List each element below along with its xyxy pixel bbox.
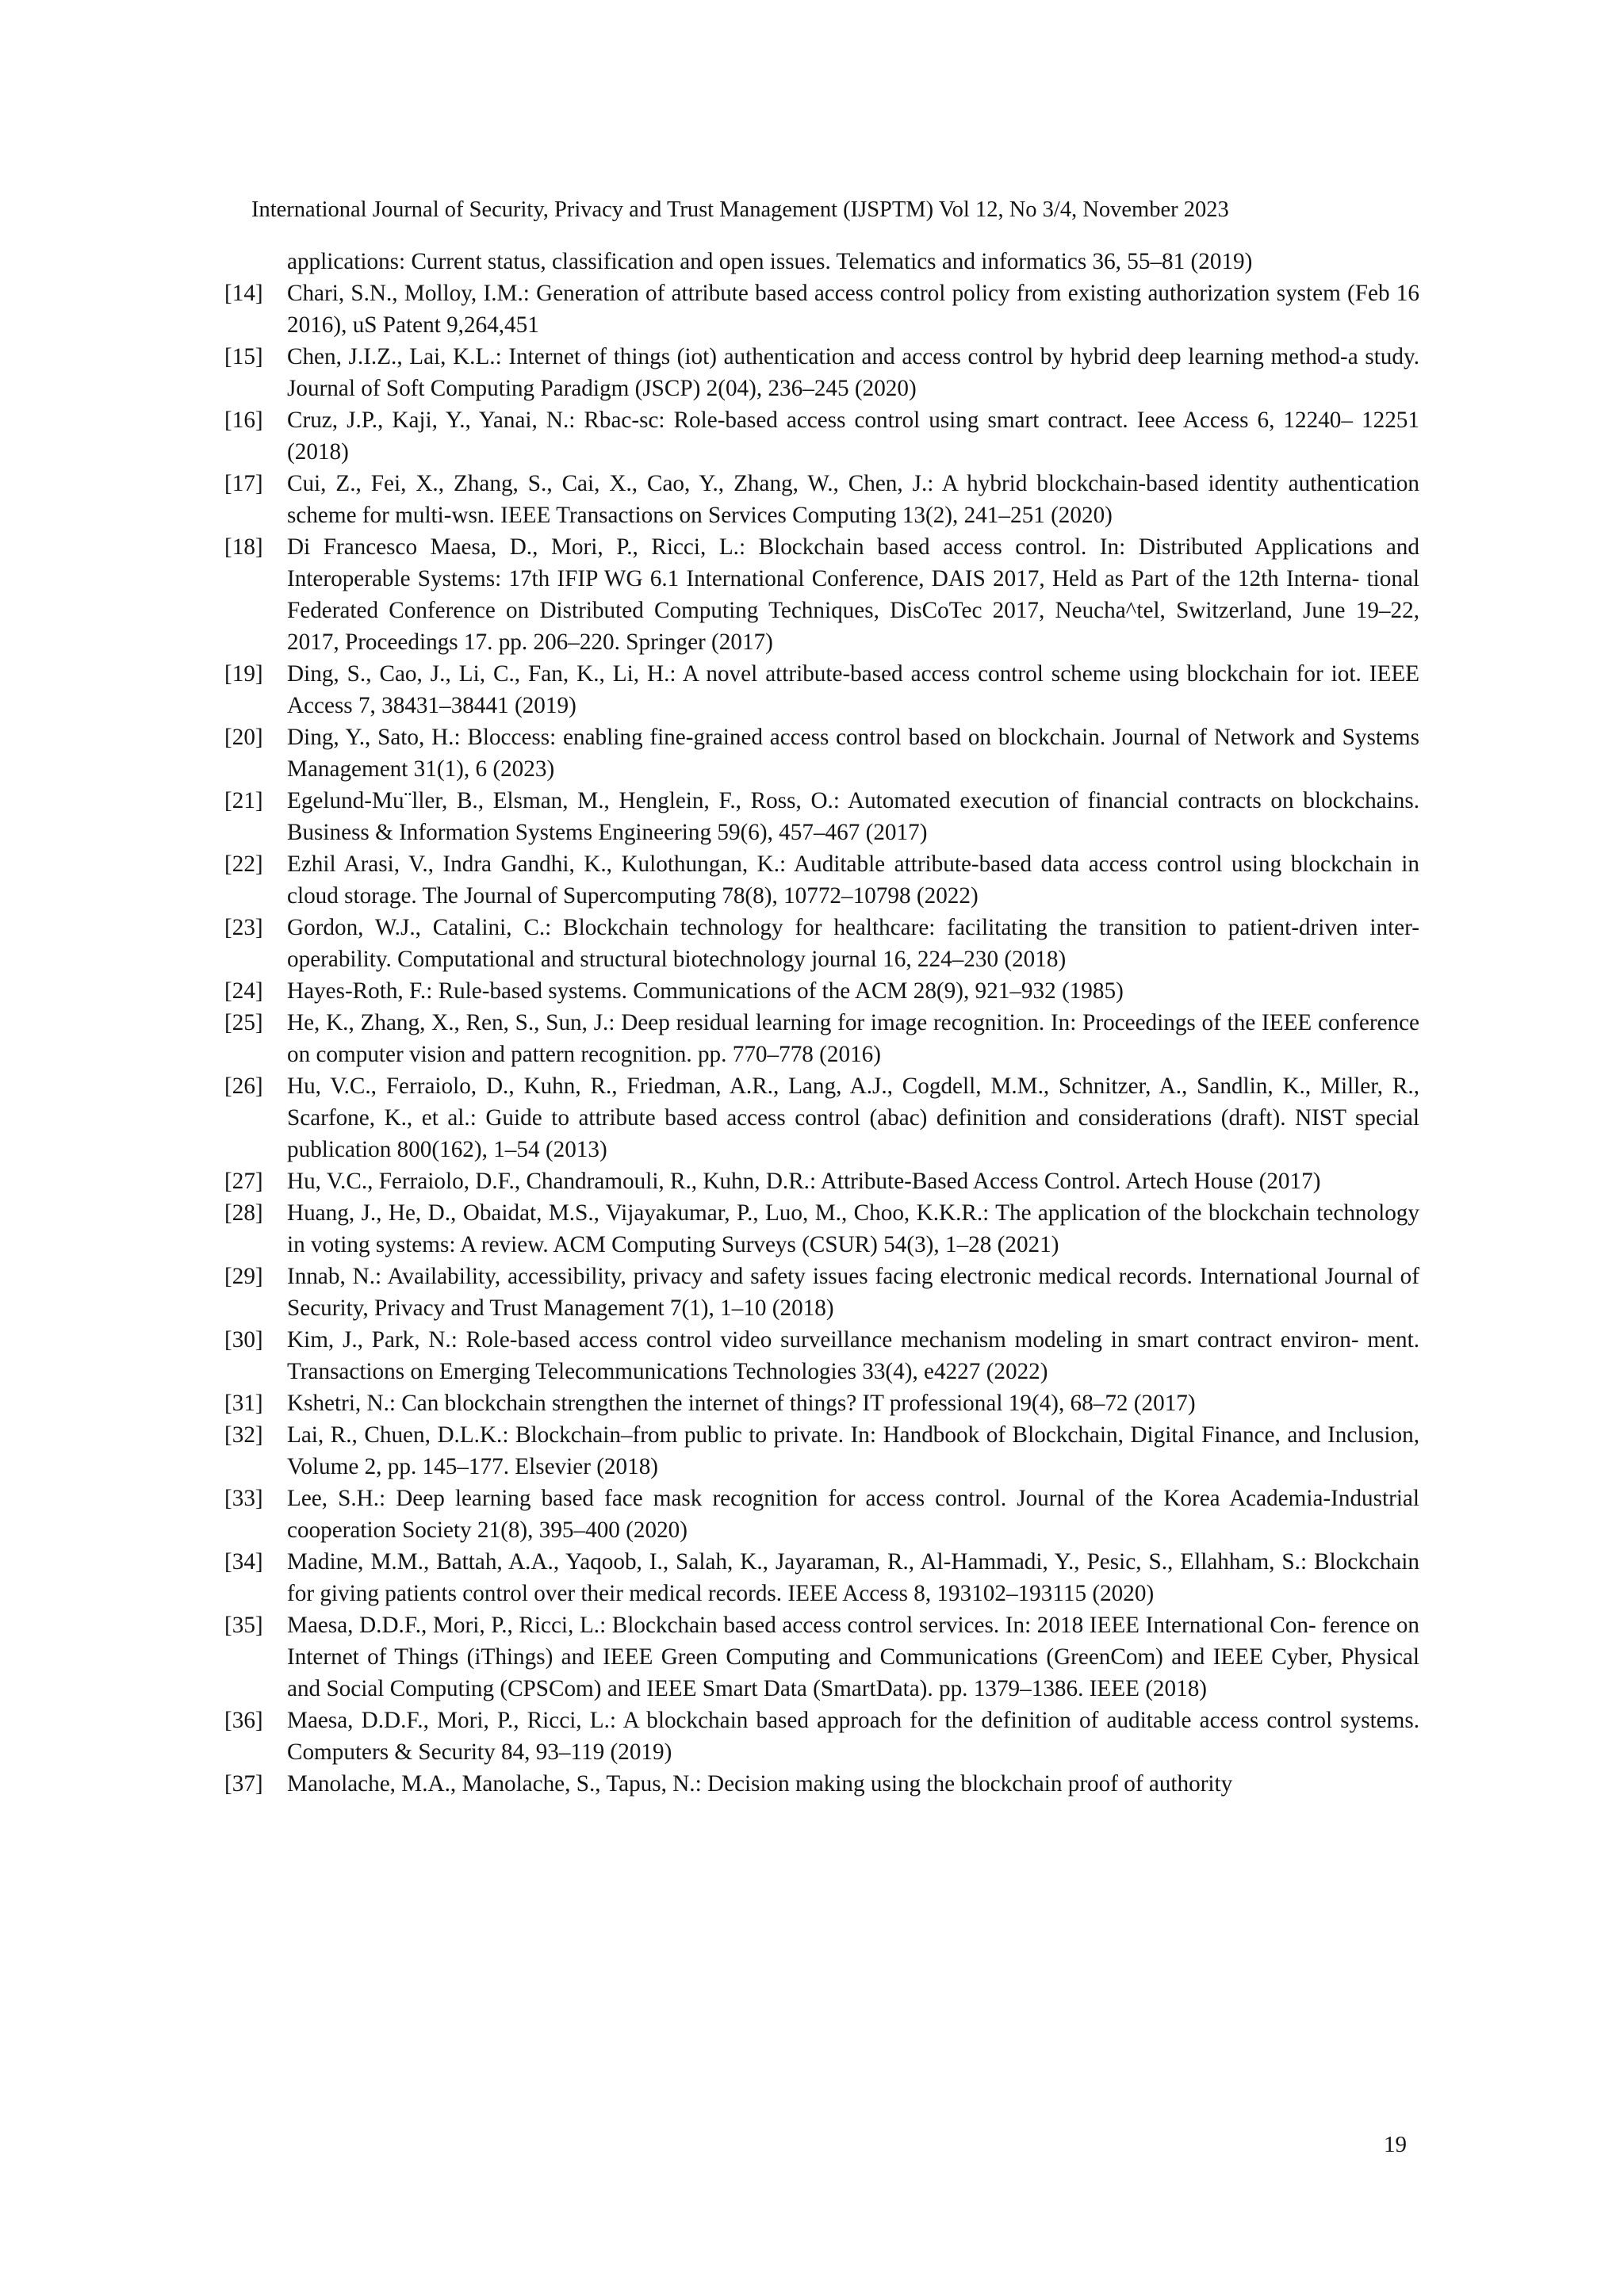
reference-number: [26] [224, 1073, 263, 1099]
reference-text: Egelund-Mu¨ller, B., Elsman, M., Henglein, F., Ross, O.: Automated execution of financial contracts on blockchains. Business & Information Systems Engineering 59(6), 457–467 (2017) [287, 788, 1419, 845]
reference-text: Di Francesco Maesa, D., Mori, P., Ricci, L.: Blockchain based access control. In: Distributed Applications and Interoperable Systems: 17th IFIP WG 6.1 International Conference, DAIS 2017, Held as Part of the 12th Interna- tional Federated Conference on Distributed Computing Techniques, DisCoTec 2017, Neucha^tel, Switzerland, June 19–22, 2017, Proceedings 17. pp. 206–220. Springer (2017) [287, 534, 1419, 655]
reference-number: [32] [224, 1422, 263, 1448]
reference-text: Ding, S., Cao, J., Li, C., Fan, K., Li, H.: A novel attribute-based access control scheme using blockchain for iot. IEEE Access 7, 38431–38441 (2019) [287, 661, 1419, 718]
reference-text: Hayes-Roth, F.: Rule-based systems. Communications of the ACM 28(9), 921–932 (1985) [287, 978, 1124, 1004]
reference-entry [224, 468, 1419, 531]
reference-entry [224, 277, 1419, 341]
reference-text: Lee, S.H.: Deep learning based face mask recognition for access control. Journal of the Korea Academia-Industrial cooperation Society 21(8), 395–400 (2020) [287, 1486, 1419, 1543]
reference-text: Ding, Y., Sato, H.: Bloccess: enabling fine-grained access control based on blockchain. Journal of Network and Systems Management 31(1), 6 (2023) [287, 725, 1419, 782]
reference-entry [224, 1007, 1419, 1070]
reference-entry [224, 1261, 1419, 1324]
reference-entry [224, 1419, 1419, 1483]
reference-entry [224, 1609, 1419, 1705]
reference-text: Ezhil Arasi, V., Indra Gandhi, K., Kulothungan, K.: Auditable attribute-based data access control using blockchain in cloud storage. The Journal of Supercomputing 78(8), 10772–10798 (2022) [287, 851, 1419, 909]
reference-number: [36] [224, 1708, 263, 1733]
reference-number: [14] [224, 281, 263, 306]
reference-text: Hu, V.C., Ferraiolo, D., Kuhn, R., Friedman, A.R., Lang, A.J., Cogdell, M.M., Schnitzer, A., Sandlin, K., Miller, R., Scarfone, K., et al.: Guide to attribute based access control (abac) definition and considerations (draft). NIST special publication 800(162), 1–54 (2013) [287, 1073, 1419, 1162]
reference-text: Madine, M.M., Battah, A.A., Yaqoob, I., Salah, K., Jayaraman, R., Al-Hammadi, Y., Pesic, S., Ellahham, S.: Blockchain for giving patients control over their medical records. IEEE Access 8, 193102–193115 (2020) [287, 1549, 1419, 1606]
reference-entry [224, 404, 1419, 468]
reference-number: [22] [224, 851, 263, 877]
reference-entry [224, 1483, 1419, 1546]
reference-number: [19] [224, 661, 263, 687]
reference-text: Chen, J.I.Z., Lai, K.L.: Internet of things (iot) authentication and access control by hybrid deep learning method-a study. Journal of Soft Computing Paradigm (JSCP) 2(04), 236–245 (2020) [287, 344, 1419, 401]
reference-entry [224, 1705, 1419, 1768]
reference-entry [224, 658, 1419, 721]
reference-number: [16] [224, 408, 263, 433]
reference-number: [15] [224, 344, 263, 369]
reference-number: [34] [224, 1549, 263, 1575]
reference-entry [224, 1387, 1419, 1419]
running-header: International Journal of Security, Privacy and Trust Management (IJSPTM) Vol 12, No 3/4, November 2023 [251, 197, 1229, 222]
reference-text: Manolache, M.A., Manolache, S., Tapus, N.: Decision making using the blockchain proof of authority [287, 1771, 1233, 1797]
reference-text: Kshetri, N.: Can blockchain strengthen the internet of things? IT professional 19(4), 68–72 (2017) [287, 1391, 1196, 1416]
reference-number: [21] [224, 788, 263, 813]
reference-continued [224, 246, 1419, 277]
reference-text: Cruz, J.P., Kaji, Y., Yanai, N.: Rbac-sc: Role-based access control using smart contract. Ieee Access 6, 12240– 12251 (2018) [287, 408, 1419, 465]
reference-entry [224, 975, 1419, 1007]
reference-text: Maesa, D.D.F., Mori, P., Ricci, L.: Blockchain based access control services. In: 2018 IEEE International Con- ference on Internet of Things (iThings) and IEEE Green Computing and Communications (GreenCom) and IEEE Cyber, Physical and Social Computing (CPSCom) and IEEE Smart Data (SmartData). pp. 1379–1386. IEEE (2018) [287, 1613, 1419, 1701]
reference-number: [25] [224, 1010, 263, 1035]
reference-number: [37] [224, 1771, 263, 1797]
reference-number: [33] [224, 1486, 263, 1511]
reference-text: Maesa, D.D.F., Mori, P., Ricci, L.: A blockchain based approach for the definition of auditable access control systems. Computers & Security 84, 93–119 (2019) [287, 1708, 1419, 1765]
reference-number: [18] [224, 534, 263, 560]
reference-entry [224, 912, 1419, 975]
reference-number: [35] [224, 1613, 263, 1638]
reference-entry [224, 341, 1419, 404]
reference-entry [224, 531, 1419, 658]
reference-entry [224, 785, 1419, 848]
reference-entry [224, 721, 1419, 785]
reference-number: [23] [224, 915, 263, 940]
reference-list [224, 246, 1419, 1800]
reference-text: Hu, V.C., Ferraiolo, D.F., Chandramouli, R., Kuhn, D.R.: Attribute-Based Access Control. Artech House (2017) [287, 1169, 1321, 1194]
reference-text: He, K., Zhang, X., Ren, S., Sun, J.: Deep residual learning for image recognition. In: Proceedings of the IEEE conference on computer vision and pattern recognition. pp. 770–778 (2016) [287, 1010, 1419, 1067]
reference-number: [20] [224, 725, 263, 750]
reference-text: Lai, R., Chuen, D.L.K.: Blockchain–from public to private. In: Handbook of Blockchain, Digital Finance, and Inclusion, Volume 2, pp. 145–177. Elsevier (2018) [287, 1422, 1419, 1479]
reference-entry [224, 1768, 1419, 1800]
reference-number: [31] [224, 1391, 263, 1416]
reference-number: [24] [224, 978, 263, 1004]
reference-entry [224, 1070, 1419, 1165]
reference-entry [224, 1165, 1419, 1197]
reference-number: [29] [224, 1264, 263, 1289]
reference-entry [224, 848, 1419, 912]
reference-entry [224, 1324, 1419, 1387]
reference-text: Huang, J., He, D., Obaidat, M.S., Vijayakumar, P., Luo, M., Choo, K.K.R.: The application of the blockchain technology in voting systems: A review. ACM Computing Surveys (CSUR) 54(3), 1–28 (2021) [287, 1200, 1419, 1257]
reference-text: Innab, N.: Availability, accessibility, privacy and safety issues facing electronic medical records. International Journal of Security, Privacy and Trust Management 7(1), 1–10 (2018) [287, 1264, 1419, 1321]
reference-number: [27] [224, 1169, 263, 1194]
reference-number: [17] [224, 471, 263, 496]
reference-continued-text: applications: Current status, classification and open issues. Telematics and informatics 36, 55–81 (2019) [287, 249, 1253, 274]
reference-number: [28] [224, 1200, 263, 1226]
reference-entry [224, 1197, 1419, 1261]
reference-entry [224, 1546, 1419, 1609]
reference-text: Kim, J., Park, N.: Role-based access control video surveillance mechanism modeling in smart contract environ- ment. Transactions on Emerging Telecommunications Technologies 33(4), e4227 (2022) [287, 1327, 1419, 1384]
reference-text: Gordon, W.J., Catalini, C.: Blockchain technology for healthcare: facilitating the transition to patient-driven inter- operability. Computational and structural biotechnology journal 16, 224–230 (2018) [287, 915, 1419, 972]
page-number: 19 [1384, 2132, 1407, 2157]
reference-text: Chari, S.N., Molloy, I.M.: Generation of attribute based access control policy from existing authorization system (Feb 16 2016), uS Patent 9,264,451 [287, 281, 1419, 338]
reference-text: Cui, Z., Fei, X., Zhang, S., Cai, X., Cao, Y., Zhang, W., Chen, J.: A hybrid blockchain-based identity authentication scheme for multi-wsn. IEEE Transactions on Services Computing 13(2), 241–251 (2020) [287, 471, 1419, 528]
reference-number: [30] [224, 1327, 263, 1353]
